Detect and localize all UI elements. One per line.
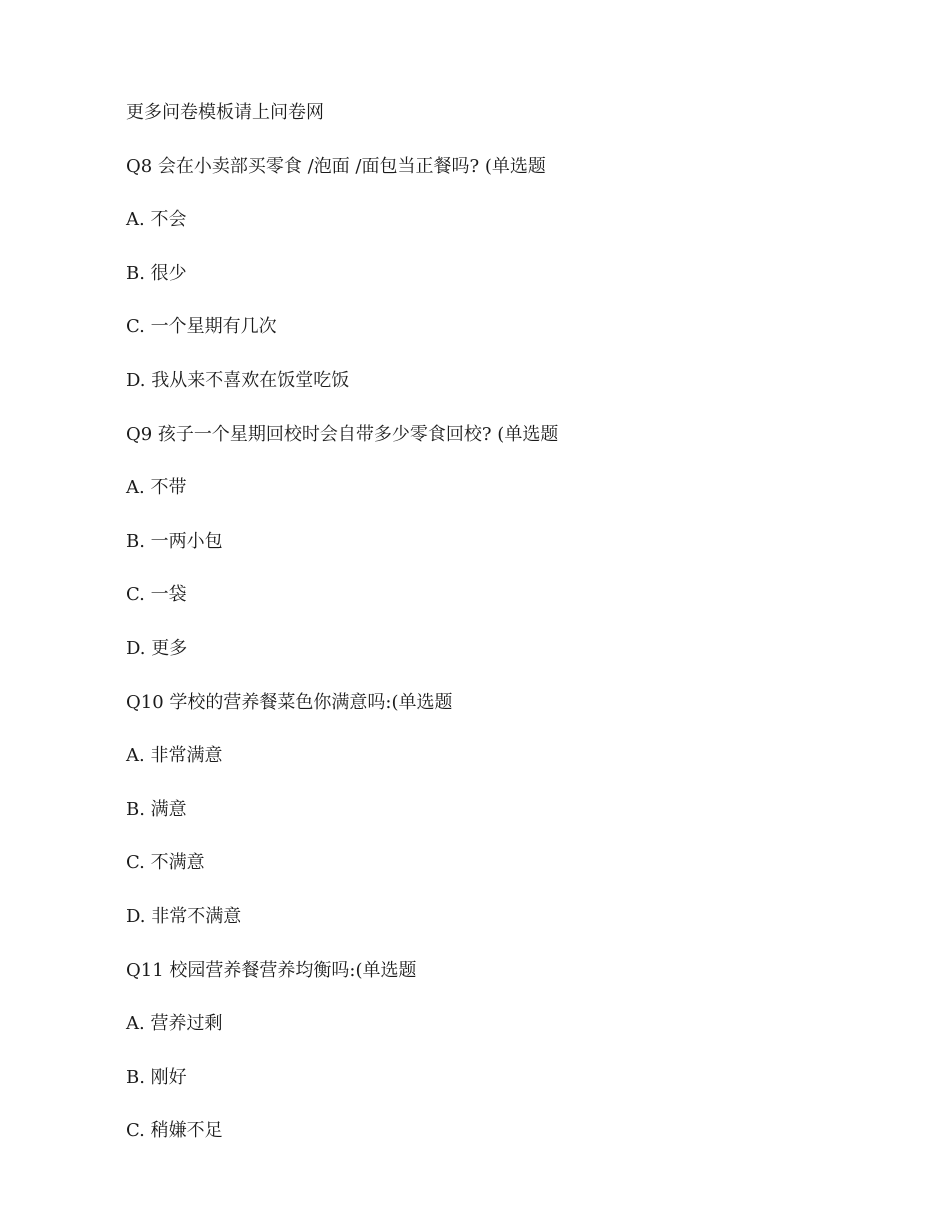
question-q9 bbox=[126, 421, 886, 662]
option-a: A. 不会 bbox=[126, 209, 187, 231]
option-c: C. 一个星期有几次 bbox=[126, 316, 277, 338]
option-a: A. 营养过剩 bbox=[126, 1013, 223, 1035]
option-d: D. 非常不满意 bbox=[126, 905, 242, 927]
question-q10 bbox=[126, 689, 886, 930]
option-a: A. 非常满意 bbox=[126, 745, 223, 767]
option-b: B. 满意 bbox=[126, 798, 187, 820]
question-prompt: Q8 会在小卖部买零食 /泡面 /面包当正餐吗? (单选题 bbox=[126, 155, 546, 177]
option-d: D. 更多 bbox=[126, 637, 188, 659]
option-b: B. 很少 bbox=[126, 262, 187, 284]
option-a: A. 不带 bbox=[126, 477, 187, 499]
question-q11 bbox=[126, 957, 886, 1145]
option-d: D. 我从来不喜欢在饭堂吃饭 bbox=[126, 369, 350, 391]
option-b: B. 刚好 bbox=[126, 1066, 187, 1088]
option-c: C. 稍嫌不足 bbox=[126, 1120, 223, 1142]
option-b: B. 一两小包 bbox=[126, 530, 223, 552]
question-prompt: Q9 孩子一个星期回校时会自带多少零食回校? (单选题 bbox=[126, 423, 559, 445]
question-prompt: Q10 学校的营养餐菜色你满意吗:(单选题 bbox=[126, 691, 453, 713]
question-prompt: Q11 校园营养餐营养均衡吗:(单选题 bbox=[126, 959, 417, 981]
question-q8 bbox=[126, 153, 886, 394]
survey-promo-text: 更多问卷模板请上问卷网 bbox=[126, 102, 324, 123]
survey-content bbox=[126, 99, 886, 1171]
option-c: C. 一袋 bbox=[126, 584, 187, 606]
option-c: C. 不满意 bbox=[126, 852, 205, 874]
